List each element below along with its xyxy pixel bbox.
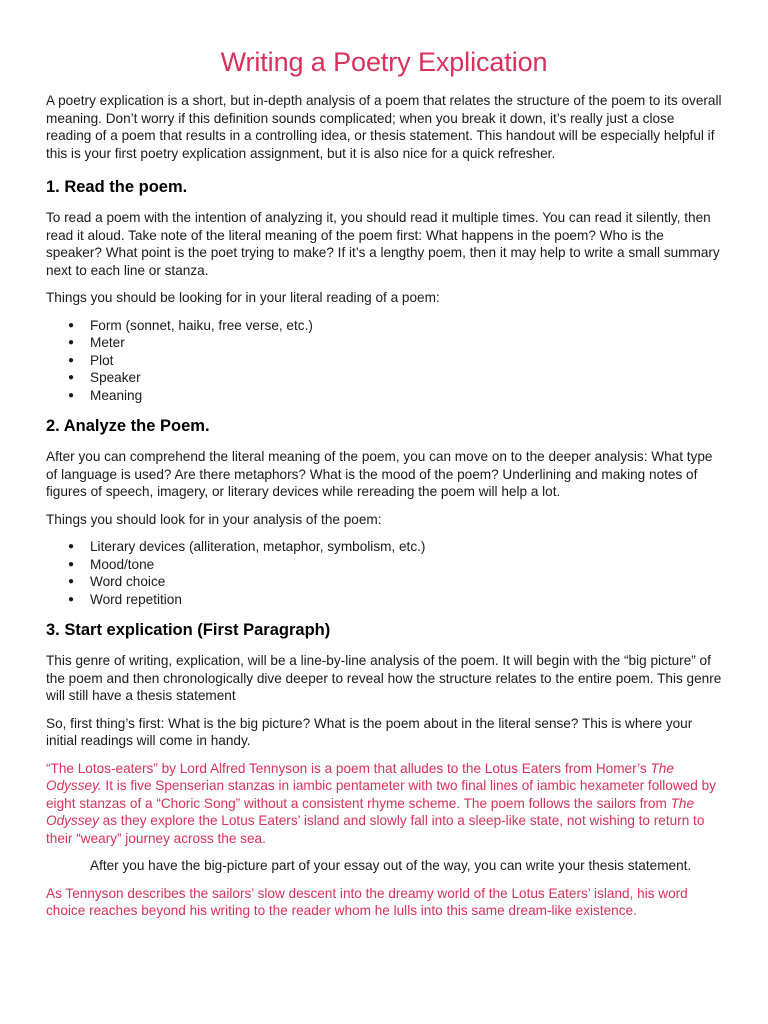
section3-paragraph-3: After you have the big-picture part of your essay out of the way, you can write your thesis statement. — [90, 858, 692, 873]
bullet-icon: ● — [68, 541, 75, 552]
section1-paragraph-1: To read a poem with the intention of analyzing it, you should read it multiple times. You can read it silently, then read it aloud. Take note of the literal meaning of the poem first: What happens in the poem? Who is the speaker? What point is the poet trying to make? If it’s a lengthy poem, then it may help to write a small summary next to each line or stanza. — [46, 210, 720, 278]
example-paragraph-2: As Tennyson describes the sailors’ slow descent into the dreamy world of the Lotus Eaters’ island, his word choice reaches beyond his writing to the reader whom he lulls into this same dream-like existence. — [46, 885, 688, 918]
section3-paragraph-1: This genre of writing, explication, will be a line-by-line analysis of the poem. It will begin with the “big picture” of the poem and then chronologically dive deeper to reveal how the structure relates to the entire poem. This genre will still have a thesis statement — [46, 653, 722, 703]
list-item-text: Word choice — [90, 574, 166, 589]
section3-paragraph-2: So, first thing’s first: What is the big picture? What is the poem about in the literal sense? This is where your initial readings will come in handy. — [46, 715, 693, 748]
list-item — [46, 573, 722, 591]
list-item-text: Meter — [90, 335, 125, 350]
document-title: Writing a Poetry Explication — [220, 47, 548, 77]
list-item-text: Speaker — [90, 370, 141, 385]
section1-paragraph-2: Things you should be looking for in your literal reading of a poem: — [46, 290, 440, 305]
italic-title: The Odyssey. — [46, 760, 674, 793]
section2-paragraph-1: After you can comprehend the literal meaning of the poem, you can move on to the deeper analysis: What type of language is used? Are there metaphors? What is the mood of the poem? Underlining and making notes of figures of speech, imagery, or literary devices while rereading the poem will help a lot. — [46, 449, 713, 499]
list-item — [46, 352, 722, 370]
section2-heading: 2. Analyze the Poem. — [46, 417, 210, 435]
list-item — [46, 556, 722, 574]
list-item-text: Plot — [90, 352, 114, 368]
section1-bullet-list — [46, 317, 722, 405]
intro-paragraph: A poetry explication is a short, but in-depth analysis of a poem that relates the structure of the poem to its overall meaning. Don’t worry if this definition sounds complicated; when you break it down, it’s really just a close reading of a poem that results in a controlling idea, or thesis statement. This handout will be especially helpful if this is your first poetry explication assignment, but it is also nice for a quick refresher. — [46, 93, 722, 161]
example-text: It is five Spenserian stanzas in iambic pentameter with two final lines of iambic hexameter followed by eight stanzas of a “Choric Song” without a consistent rhyme scheme. The poem follows the sailors from — [46, 778, 716, 811]
bullet-icon: ● — [68, 558, 75, 570]
bullet-icon: ● — [68, 337, 75, 348]
example-text: “The Lotos-eaters” by Lord Alfred Tennyson is a poem that alludes to the Lotus Eaters from Homer’s — [46, 760, 651, 776]
list-item-text: Form (sonnet, haiku, free verse, etc.) — [90, 317, 313, 333]
italic-title: The Odyssey — [46, 795, 695, 828]
list-item — [46, 387, 722, 405]
bullet-icon: ● — [68, 593, 75, 605]
section2-paragraph-2: Things you should look for in your analysis of the poem: — [46, 511, 382, 527]
list-item-text: Literary devices (alliteration, metaphor, symbolism, etc.) — [90, 539, 426, 554]
bullet-icon: ● — [68, 372, 75, 383]
section2-bullet-list — [46, 538, 722, 608]
bullet-icon: ● — [68, 389, 75, 401]
list-item-text: Mood/tone — [90, 556, 155, 572]
list-item-text: Word repetition — [90, 591, 182, 607]
section1-heading: 1. Read the poem. — [46, 178, 188, 196]
bullet-icon: ● — [68, 319, 75, 331]
bullet-icon: ● — [68, 354, 75, 366]
list-item — [46, 317, 722, 335]
list-item — [46, 334, 722, 352]
bullet-icon: ● — [68, 576, 75, 587]
section3-heading: 3. Start explication (First Paragraph) — [46, 621, 331, 639]
list-item — [46, 591, 722, 609]
list-item — [46, 538, 722, 556]
list-item — [46, 369, 722, 387]
example-paragraph-1 — [46, 760, 722, 848]
list-item-text: Meaning — [90, 387, 143, 403]
example-text: as they explore the Lotus Eaters’ island and slowly fall into a sleep-like state, not wishing to return to their “weary” journey across the sea. — [46, 813, 705, 846]
